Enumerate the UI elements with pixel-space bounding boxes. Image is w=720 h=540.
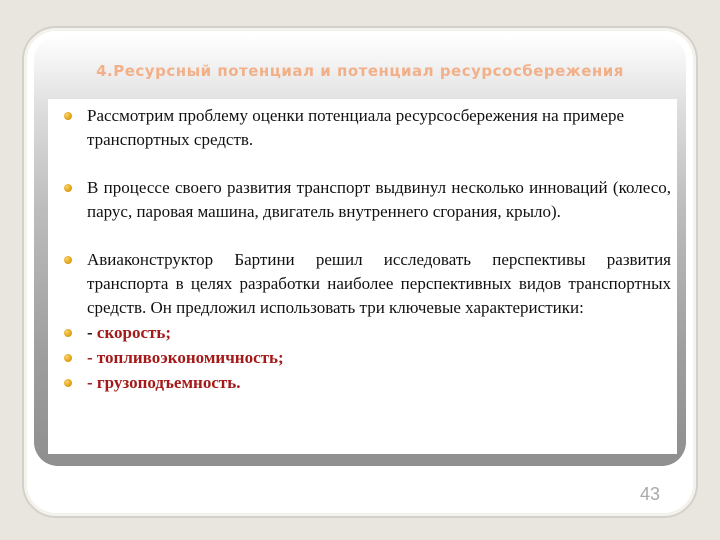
bullet-text: Рассмотрим проблему оценки потенциала ресурсосбережения на примере транспортных средств.	[87, 106, 624, 149]
bullet-item	[63, 346, 671, 370]
bullet-text: Авиаконструктор Бартини решил исследовать перспективы развития транспорта в целях разработки наиболее перспективных видов транспортных средств. Он предложил использовать три ключевые характеристики:	[87, 250, 671, 317]
bullet-item	[63, 176, 671, 224]
bullet-icon	[64, 256, 72, 264]
bullet-text: В процессе своего развития транспорт выдвинул несколько инноваций (колесо, парус, паровая машина, двигатель внутреннего сгорания, крыло).	[87, 178, 671, 221]
bullet-icon	[64, 184, 72, 192]
bullet-icon	[64, 354, 72, 362]
bullet-item	[63, 248, 671, 320]
bullet-icon	[64, 379, 72, 387]
slide-title: 4.Ресурсный потенциал и потенциал ресурсосбережения	[96, 62, 624, 80]
bullet-dash: -	[87, 323, 97, 342]
bullet-item	[63, 371, 671, 395]
bullet-item	[63, 104, 671, 152]
bullet-item	[63, 321, 671, 345]
bullet-icon	[64, 112, 72, 120]
bullet-list	[63, 104, 671, 395]
bullet-text-payload: - грузоподъемность.	[87, 373, 241, 392]
bullet-text-speed: скорость;	[96, 323, 172, 342]
page-number: 43	[640, 484, 661, 504]
bullet-icon	[64, 329, 72, 337]
bullet-text-fuel-economy: - топливоэкономичность;	[87, 348, 284, 367]
